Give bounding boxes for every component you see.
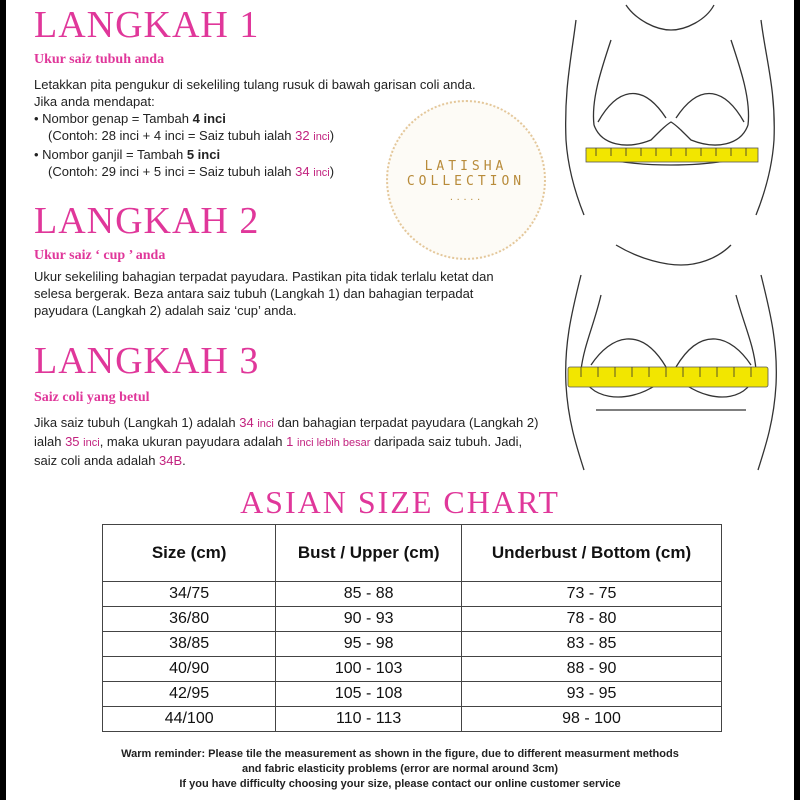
table-row xyxy=(103,607,722,632)
step1-bullet-odd: • Nombor ganjil = Tambah 5 inci xyxy=(34,147,221,162)
step2-subtitle: Ukur saiz ‘ cup ’ anda xyxy=(34,248,166,263)
header-size: Size (cm) xyxy=(103,525,276,582)
cell-bust: 105 - 108 xyxy=(276,682,462,707)
step1-line1: Letakkan pita pengukur di sekeliling tulang rusuk di bawah garisan coli anda. xyxy=(34,77,476,92)
step1-example-odd: (Contoh: 29 inci + 5 inci = Saiz tubuh ialah 34 inci) xyxy=(48,164,335,179)
step1-title: LANGKAH 1 xyxy=(34,4,260,46)
cell-size: 40/90 xyxy=(103,657,276,682)
header-underbust: Underbust / Bottom (cm) xyxy=(462,525,722,582)
table-row xyxy=(103,657,722,682)
step3-title: LANGKAH 3 xyxy=(34,340,260,382)
bust-measure-illustration xyxy=(556,235,786,475)
size-guide-page xyxy=(6,0,794,800)
logo-dots: ..... xyxy=(448,192,484,202)
step3-subtitle: Saiz coli yang betul xyxy=(34,390,150,405)
step2-title: LANGKAH 2 xyxy=(34,200,260,242)
logo-line1: LATISHA xyxy=(424,158,508,174)
table-row xyxy=(103,632,722,657)
cell-underbust: 83 - 85 xyxy=(462,632,722,657)
step2-text: Ukur sekeliling bahagian terpadat payudara. Pastikan pita tidak terlalu ketat dan selesa bergerak. Beza antara saiz tubuh (Langkah 1) dan bahagian terpadat payudara (Langkah 2) adalah saiz ‘cup’ anda. xyxy=(34,269,494,318)
table-row xyxy=(103,582,722,607)
table-header-row xyxy=(103,525,722,582)
cell-size: 36/80 xyxy=(103,607,276,632)
step3-text: Jika saiz tubuh (Langkah 1) adalah 34 inci dan bahagian terpadat payudara (Langkah 2) ialah 35 inci, maka ukuran payudara adalah 1 inci lebih besar daripada saiz tubuh. Jadi, saiz coli anda adalah 34B. xyxy=(34,415,539,468)
cell-underbust: 93 - 95 xyxy=(462,682,722,707)
reminder-line3: If you have difficulty choosing your size, please contact our online customer service xyxy=(179,778,621,790)
cell-bust: 90 - 93 xyxy=(276,607,462,632)
step1-example-even: (Contoh: 28 inci + 4 inci = Saiz tubuh ialah 32 inci) xyxy=(48,128,335,143)
cell-size: 38/85 xyxy=(103,632,276,657)
cell-underbust: 78 - 80 xyxy=(462,607,722,632)
logo-line2: COLLECTION xyxy=(406,173,526,189)
table-row xyxy=(103,707,722,732)
reminder-line2: and fabric elasticity problems (error are normal around 3cm) xyxy=(241,763,559,775)
header-bust: Bust / Upper (cm) xyxy=(276,525,462,582)
cell-underbust: 98 - 100 xyxy=(462,707,722,732)
underbust-measure-illustration xyxy=(556,0,786,225)
cell-underbust: 73 - 75 xyxy=(462,582,722,607)
size-chart-title: ASIAN SIZE CHART xyxy=(240,484,560,520)
latisha-collection-logo xyxy=(386,100,546,260)
cell-bust: 100 - 103 xyxy=(276,657,462,682)
cell-bust: 85 - 88 xyxy=(276,582,462,607)
cell-size: 34/75 xyxy=(103,582,276,607)
size-chart-table xyxy=(102,524,722,732)
step1-bullet-even: • Nombor genap = Tambah 4 inci xyxy=(34,111,226,126)
table-row xyxy=(103,682,722,707)
step1-subtitle: Ukur saiz tubuh anda xyxy=(34,52,165,67)
step1-line2: Jika anda mendapat: xyxy=(34,94,155,109)
cell-bust: 110 - 113 xyxy=(276,707,462,732)
reminder-line1: Warm reminder: Please tile the measurement as shown in the figure, due to different measurment methods xyxy=(121,748,679,760)
cell-size: 42/95 xyxy=(103,682,276,707)
cell-underbust: 88 - 90 xyxy=(462,657,722,682)
cell-size: 44/100 xyxy=(103,707,276,732)
cell-bust: 95 - 98 xyxy=(276,632,462,657)
